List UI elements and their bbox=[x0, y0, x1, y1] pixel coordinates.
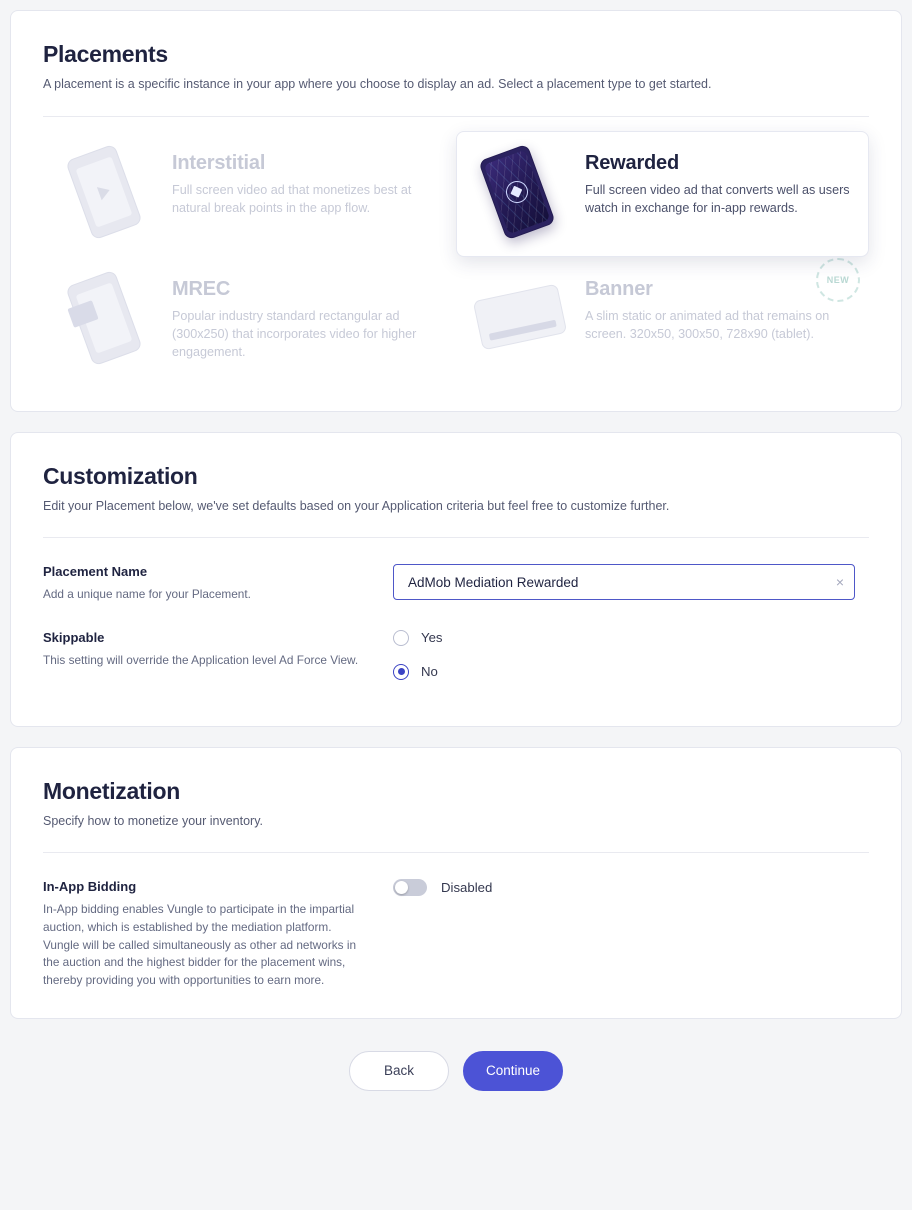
placement-name-label: Placement Name bbox=[43, 564, 148, 579]
placement-option-interstitial[interactable] bbox=[43, 131, 456, 257]
customization-title: Customization bbox=[43, 462, 198, 489]
monetization-title: Monetization bbox=[43, 777, 180, 804]
placement-name-input-wrapper[interactable] bbox=[393, 564, 855, 600]
phone-icon bbox=[473, 283, 568, 350]
placement-name-hint: Add a unique name for your Placement. bbox=[43, 587, 251, 601]
in-app-bidding-toggle-row[interactable] bbox=[393, 879, 869, 896]
banner-thumbnail bbox=[473, 276, 569, 360]
in-app-bidding-hint: In-App bidding enables Vungle to participate in the impartial auction, which is established by the mediation platform. Vungle will be called simultaneously as other ad networks in the auction and the highest bidder for the placement wins, thereby providing you with opportunities to earn more. bbox=[43, 902, 357, 987]
in-app-bidding-state-label: Disabled bbox=[441, 880, 493, 896]
back-button[interactable]: Back bbox=[349, 1051, 449, 1091]
banner-bar-icon bbox=[489, 319, 557, 340]
placements-divider bbox=[43, 116, 869, 117]
placement-name-input[interactable] bbox=[406, 574, 828, 591]
radio-icon[interactable] bbox=[393, 630, 409, 646]
skippable-label: Skippable bbox=[43, 629, 105, 645]
customization-subtitle: Edit your Placement below, we've set defaults based on your Application criteria but feel free to customize further. bbox=[43, 498, 670, 513]
mrec-thumbnail bbox=[60, 276, 156, 360]
customization-divider bbox=[43, 537, 869, 538]
monetization-card bbox=[10, 747, 902, 1019]
toggle-switch[interactable] bbox=[393, 879, 427, 896]
placement-option-banner[interactable] bbox=[456, 257, 869, 383]
interstitial-thumbnail bbox=[60, 150, 156, 234]
placement-name-row bbox=[43, 564, 869, 604]
placement-option-title: Rewarded bbox=[585, 151, 679, 174]
placements-title: Placements bbox=[43, 41, 168, 67]
placement-option-title: Banner bbox=[585, 277, 653, 300]
placement-option-title: MREC bbox=[172, 277, 231, 300]
placement-option-description: Popular industry standard rectangular ad (300x250) that incorporates video for higher engagement. bbox=[172, 308, 417, 359]
placements-card bbox=[10, 10, 902, 412]
in-app-bidding-label: In-App Bidding bbox=[43, 879, 137, 895]
monetization-subtitle: Specify how to monetize your inventory. bbox=[43, 813, 264, 828]
continue-button[interactable]: Continue bbox=[463, 1051, 563, 1091]
skippable-hint: This setting will override the Application level Ad Force View. bbox=[43, 652, 359, 667]
toggle-knob bbox=[395, 881, 408, 894]
rewarded-thumbnail bbox=[473, 150, 569, 234]
monetization-divider bbox=[43, 852, 869, 853]
skippable-option-yes[interactable] bbox=[393, 630, 869, 646]
placement-option-title: Interstitial bbox=[172, 151, 266, 174]
new-badge-icon: NEW bbox=[816, 258, 860, 302]
skippable-row bbox=[43, 630, 869, 698]
placements-subtitle: A placement is a specific instance in your app where you choose to display an ad. Select a placement type to get started. bbox=[43, 77, 712, 91]
customization-card bbox=[10, 432, 902, 727]
skippable-option-label: No bbox=[421, 664, 438, 680]
skippable-option-no[interactable] bbox=[393, 664, 869, 680]
phone-icon bbox=[478, 143, 556, 240]
placement-option-description: Full screen video ad that converts well as users watch in exchange for in-app rewards. bbox=[585, 182, 850, 215]
skippable-option-label: Yes bbox=[421, 630, 443, 646]
placement-option-mrec[interactable] bbox=[43, 257, 456, 383]
wizard-footer bbox=[10, 1039, 902, 1115]
placement-option-description: Full screen video ad that monetizes best at natural break points in the app flow. bbox=[172, 182, 412, 215]
radio-icon-selected[interactable] bbox=[393, 664, 409, 680]
clear-icon[interactable]: × bbox=[835, 574, 844, 590]
phone-icon bbox=[65, 143, 143, 240]
in-app-bidding-row bbox=[43, 879, 869, 989]
placement-option-rewarded[interactable] bbox=[456, 131, 869, 257]
placement-option-description: A slim static or animated ad that remains on screen. 320x50, 300x50, 728x90 (tablet). bbox=[585, 308, 830, 341]
placement-type-grid bbox=[43, 131, 869, 383]
